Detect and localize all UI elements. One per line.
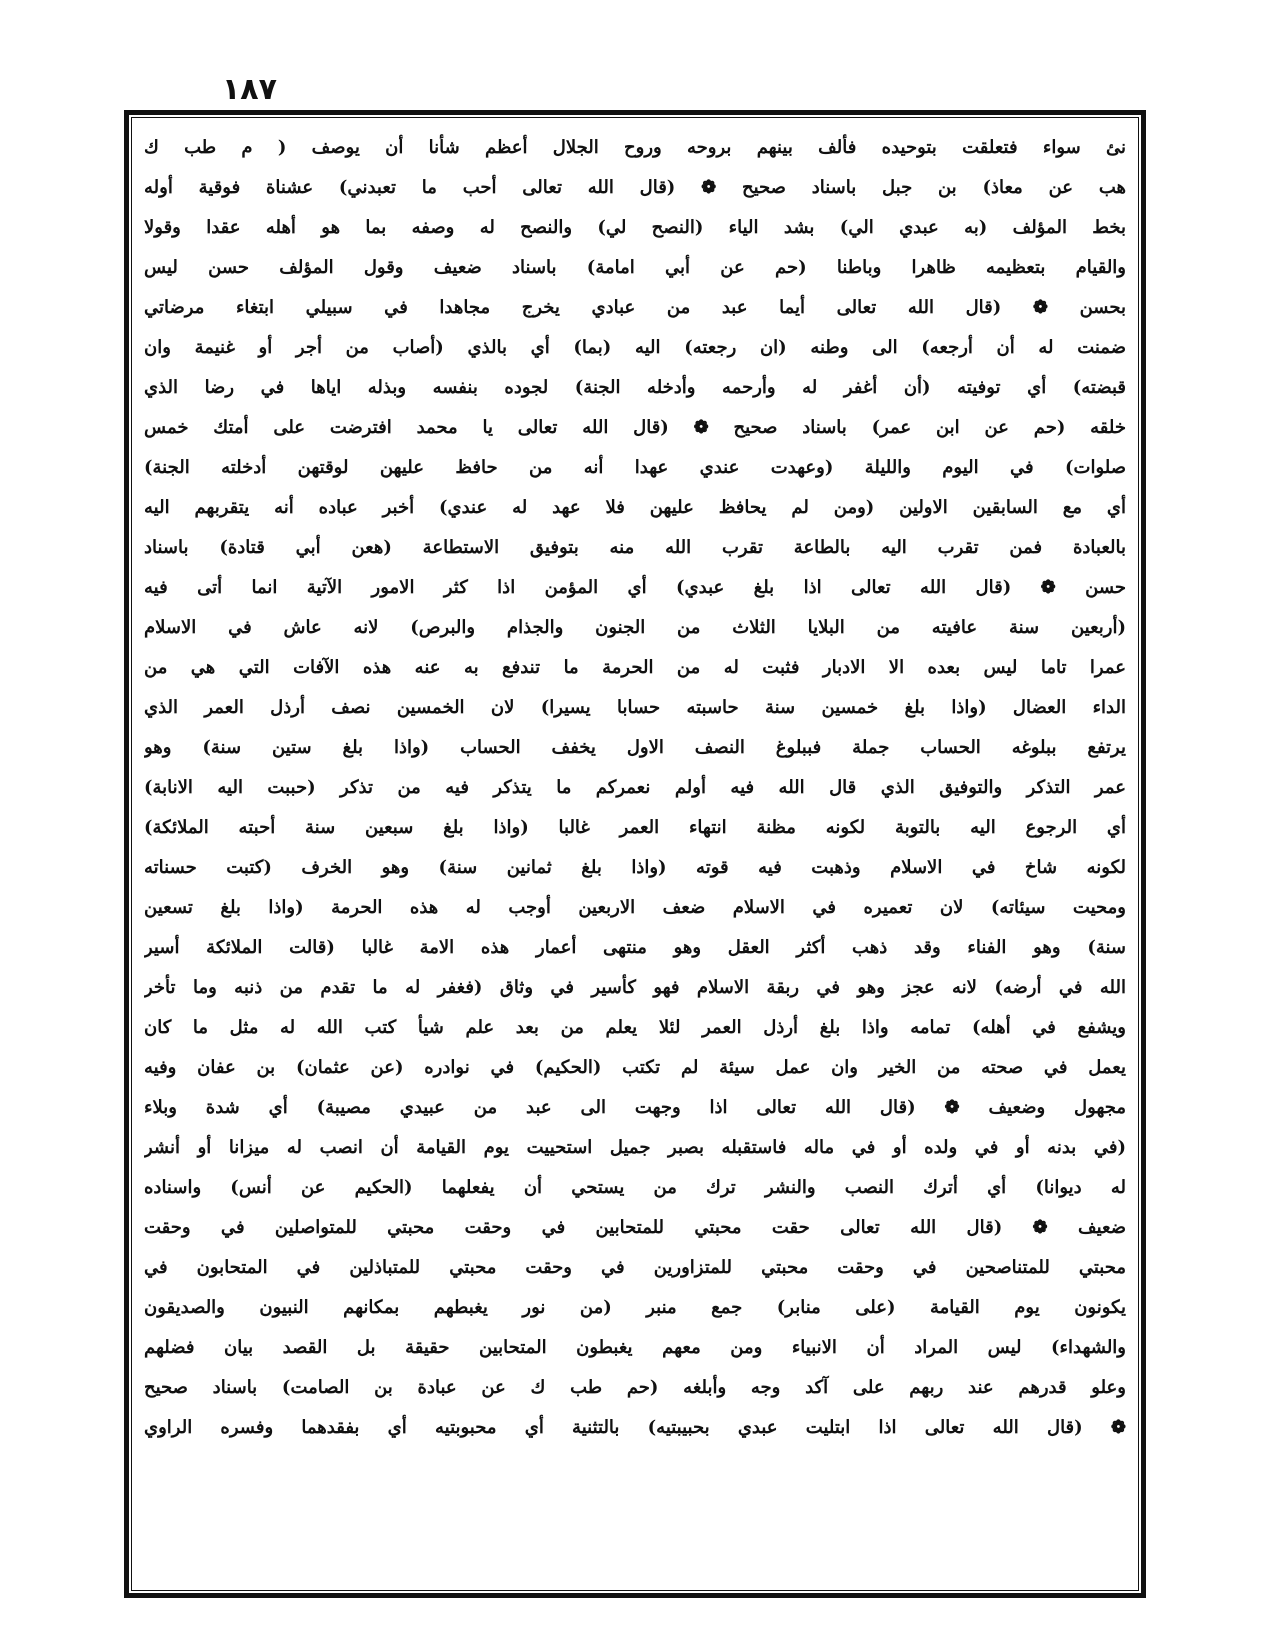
- text-line: يكونون يوم القيامة (على منابر) جمع منبر (من نور يغبطهم بمكانهم النبيون والصديقون: [144, 1297, 1126, 1318]
- text-line: ❁ (قال الله تعالى اذا ابتليت عبدي بحبيبتيه) بالتثنية أي محبوبتيه أي بفقدهما وفسره الراوي: [144, 1417, 1126, 1438]
- text-line: هب عن معاذ) بن جبل باسناد صحيح ❁ (قال الله تعالى أحب ما تعبدني) عشناة فوقية أوله: [144, 177, 1126, 198]
- text-line: والقيام بتعظيمه ظاهرا وباطنا (حم عن أبي امامة) باسناد ضعيف وقول المؤلف حسن ليس: [144, 257, 1126, 278]
- text-line: سنة) وهو الفناء وقد ذهب أكثر العقل وهو منتهى أعمار هذه الامة غالبا (قالت الملائكة أسير: [144, 937, 1126, 958]
- text-line: له ديوانا) أي أترك النصب والنشر ترك من يستحي أن يفعلهما (الحكيم عن أنس) واسناده: [144, 1177, 1126, 1198]
- text-body: [144, 128, 1126, 1448]
- text-line: أي مع السابقين الاولين (ومن لم يحافظ عليهن فلا عهد له عندي) أخبر عباده أنه يتقربهم اليه: [144, 497, 1126, 518]
- text-line: ضمنت له أن أرجعه) الى وطنه (ان رجعته) اليه (بما) أي بالذي (أصاب من أجر أو غنيمة وان: [144, 337, 1126, 358]
- text-line: محبتي للمتناصحين في وحقت محبتي للمتزاورين في وحقت محبتي للمتباذلين في المتحابون في: [144, 1257, 1126, 1278]
- text-line: لكونه شاخ في الاسلام وذهبت فيه قوته (واذا بلغ ثمانين سنة) وهو الخرف (كتبت حسناته: [144, 857, 1126, 878]
- text-line: ومحيت سيئاته) لان تعميره في الاسلام ضعف الاربعين أوجب له هذه الحرمة (واذا بلغ تسعين: [144, 897, 1126, 918]
- text-line: والشهداء) ليس المراد أن الانبياء ومن معهم يغبطون المتحابين حقيقة بل القصد بيان فضلهم: [144, 1337, 1126, 1358]
- text-line: حسن ❁ (قال الله تعالى اذا بلغ عبدي) أي المؤمن اذا كثر الامور الآتية انما أتى فيه: [144, 577, 1126, 598]
- text-line: الداء العضال (واذا بلغ خمسين سنة حاسبته حسابا يسيرا) لان الخمسين نصف أرذل العمر الذي: [144, 697, 1126, 718]
- text-line: أي الرجوع اليه بالتوبة لكونه مظنة انتهاء العمر غالبا (واذا بلغ سبعين سنة أحبته الملائكة): [144, 817, 1126, 838]
- text-line: عمرا تاما ليس بعده الا الادبار فثبت له من الحرمة ما تندفع به عنه هذه الآفات التي هي من: [144, 657, 1126, 678]
- text-line: ضعيف ❁ (قال الله تعالى حقت محبتي للمتحابين في وحقت محبتي للمتواصلين في وحقت: [144, 1217, 1126, 1238]
- text-line: مجهول وضعيف ❁ (قال الله تعالى اذا وجهت الى عبد من عبيدي مصيبة) أي شدة وبلاء: [144, 1097, 1126, 1118]
- text-line: نئ سواء فتعلقت بتوحيده فألف بينهم بروحه وروح الجلال أعظم شأنا أن يوصف ( م طب ك: [144, 137, 1126, 158]
- text-line: خلقه (حم عن ابن عمر) باسناد صحيح ❁ (قال الله تعالى يا محمد افترضت على أمتك خمس: [144, 417, 1126, 438]
- text-line: بحسن ❁ (قال الله تعالى أيما عبد من عبادي يخرج مجاهدا في سبيلي ابتغاء مرضاتي: [144, 297, 1126, 318]
- text-line: عمر التذكر والتوفيق الذي قال الله فيه أولم نعمركم ما يتذكر فيه من تذكر (حببت اليه الانابة): [144, 777, 1126, 798]
- text-line: (أربعين سنة عافيته من البلايا الثلاث من الجنون والجذام والبرص) لانه عاش في الاسلام: [144, 617, 1126, 638]
- text-line: ويشفع في أهله) تمامه واذا بلغ أرذل العمر لئلا يعلم من بعد علم شيأ كتب الله له مثل ما كان: [144, 1017, 1126, 1038]
- text-line: صلوات) في اليوم والليلة (وعهدت عندي عهدا أنه من حافظ عليهن لوقتهن أدخلته الجنة): [144, 457, 1126, 478]
- text-line: وعلو قدرهم عند ربهم على آكد وجه وأبلغه (حم طب ك عن عبادة بن الصامت) باسناد صحيح: [144, 1377, 1126, 1398]
- text-line: بخط المؤلف (به عبدي الي) بشد الياء (النصح لي) والنصح له وصفه بما هو أهله عقدا وقولا: [144, 217, 1126, 238]
- text-line: يرتفع ببلوغه الحساب جملة فببلوغ النصف الاول يخفف الحساب (واذا بلغ ستين سنة) وهو: [144, 737, 1126, 758]
- text-line: قبضته) أي توفيته (أن أغفر له وأرحمه وأدخله الجنة) لجوده بنفسه وبذله اياها في رضا الذي: [144, 377, 1126, 398]
- page-number: ١٨٧: [222, 72, 277, 107]
- text-line: يعمل في صحته من الخير وان عمل سيئة لم تكتب (الحكيم) في نوادره (عن عثمان) بن عفان وفيه: [144, 1057, 1126, 1078]
- text-line: الله في أرضه) لانه عجز وهو في ربقة الاسلام فهو كأسير في وثاق (فغفر له ما تقدم من ذنبه وما تأخر: [144, 977, 1126, 998]
- text-line: بالعبادة فمن تقرب اليه بالطاعة تقرب الله منه بتوفيق الاستطاعة (هعن أبي قتادة) باسناد: [144, 537, 1126, 558]
- text-line: (في بدنه أو في ولده أو في ماله فاستقبله بصبر جميل استحييت يوم القيامة أن انصب له ميزانا أو أنشر: [144, 1137, 1126, 1158]
- page-frame-inner: [131, 117, 1139, 1591]
